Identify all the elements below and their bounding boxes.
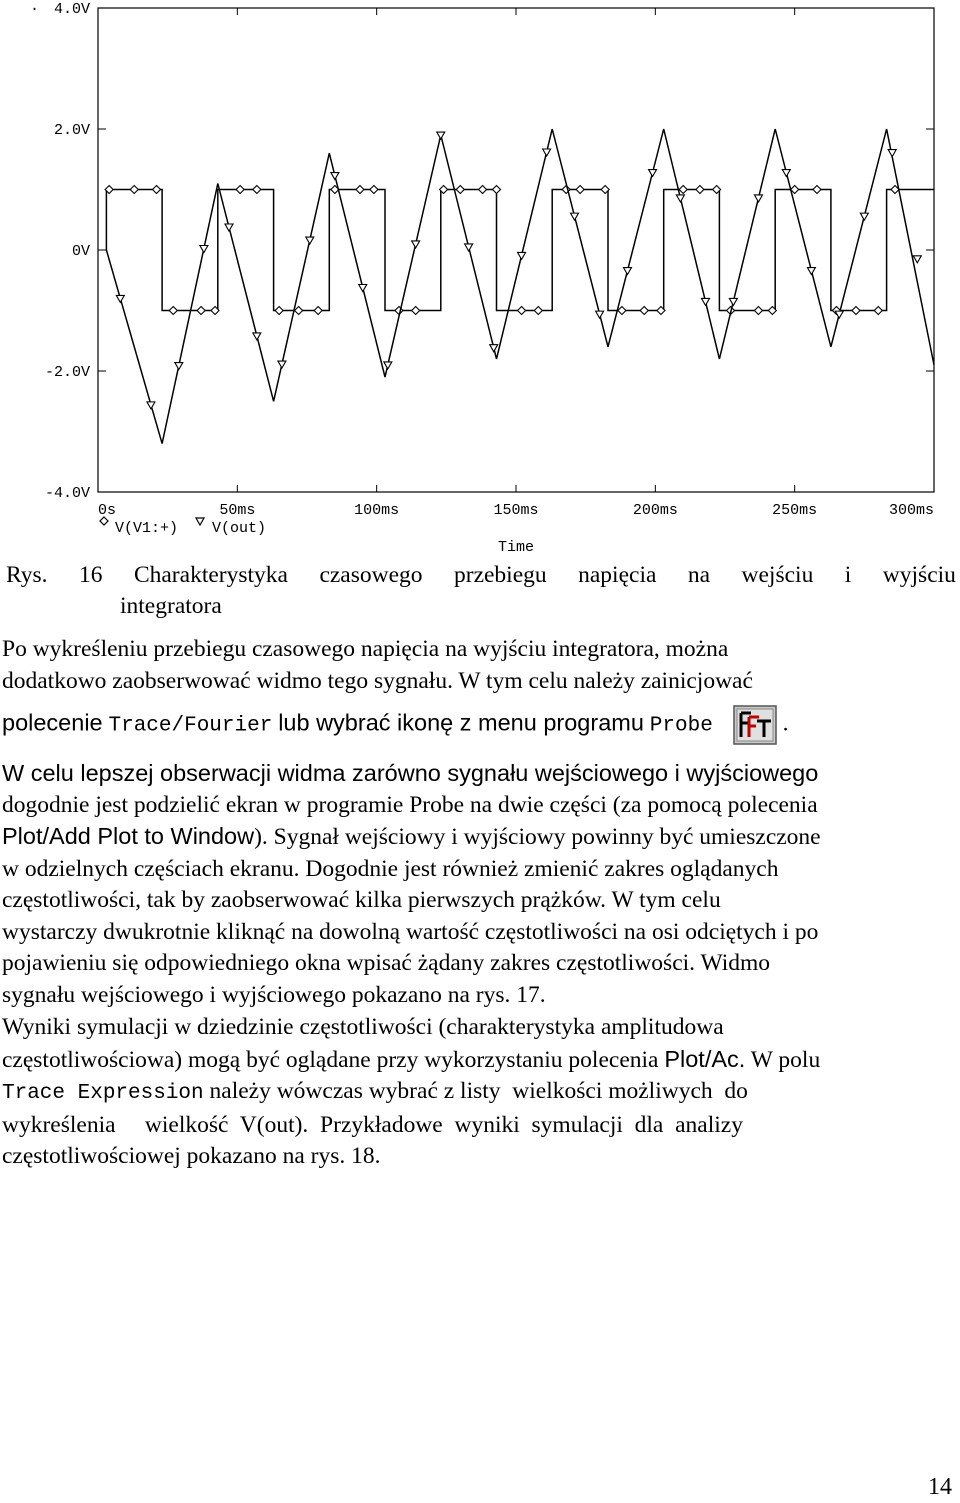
x-tick-label: 100ms (354, 502, 400, 519)
time-domain-chart (0, 0, 960, 560)
text-line-content: częstotliwościowej pokazano na rys. 18. (2, 1143, 381, 1169)
text-line-content: ). Sygnał wejściowy i wyjściowy powinny być umieszczone (254, 824, 821, 850)
marker-vin (618, 307, 626, 315)
marker-vin (314, 307, 322, 315)
text-line (2, 948, 956, 980)
text-fragment: polecenie (2, 709, 103, 736)
marker-vout (306, 237, 314, 244)
series-layer (105, 129, 934, 444)
marker-vin (197, 307, 205, 315)
marker-vin (874, 307, 882, 315)
text-line-content: Po wykreśleniu przebiegu czasowego napięcia na wyjściu integratora, można (2, 636, 729, 662)
marker-vout (225, 224, 233, 231)
marker-vout (782, 170, 790, 177)
marker-vin (456, 186, 464, 194)
command-plot-ac: Plot/Ac. (664, 1045, 746, 1072)
y-tick-dot: · (30, 1, 40, 18)
text-line-content: sygnału wejściowego i wyjściowego pokazano na rys. 17. (2, 981, 546, 1008)
y-tick-label: -4.0V (44, 485, 90, 502)
marker-vout (116, 295, 124, 302)
command-plot-add: Plot/Add Plot to Window (2, 823, 255, 849)
y-tick-label: 0V (71, 243, 90, 260)
marker-vout (518, 252, 526, 259)
fft-icon (733, 705, 777, 745)
caption-word: czasowego (319, 562, 423, 588)
text-line (2, 790, 956, 822)
marker-vin (153, 186, 161, 194)
text-line-content: dogodnie jest podzielić ekran w programie Probe na dwie części (za pomocą polecenia (2, 791, 818, 818)
x-tick-label: 50ms (219, 502, 256, 519)
marker-vin (253, 186, 261, 194)
caption-number: 16 (78, 562, 103, 588)
series-line-vin (106, 190, 934, 311)
marker-vout (175, 363, 183, 370)
text-line (2, 980, 956, 1012)
text-line-content: wystarczy dwukrotnie kliknąć na dowolną wartość częstotliwości na osi odciętych i po (2, 918, 819, 945)
marker-vout (888, 150, 896, 157)
marker-vin (852, 307, 860, 315)
text-line (2, 1012, 956, 1044)
text-line (2, 917, 956, 949)
marker-vin (492, 186, 500, 194)
marker-vout (543, 149, 551, 156)
marker-vout (412, 241, 420, 248)
legend-marker-vout (196, 518, 204, 525)
marker-vout (860, 213, 868, 220)
marker-vout (676, 195, 684, 202)
marker-vin (479, 186, 487, 194)
program-name-probe: Probe (649, 714, 713, 738)
text-line-content: w odzielnych częściach ekranu. Dogodnie jest również zmienić zakres oglądanych (2, 855, 779, 882)
marker-vout (384, 362, 392, 369)
marker-vin (679, 186, 687, 194)
marker-vout (465, 244, 473, 251)
text-line (2, 1076, 956, 1110)
text-line-content: należy wówczas wybrać z listy wielkości możliwych do (209, 1078, 748, 1104)
marker-vout (754, 195, 762, 202)
marker-vin (534, 307, 542, 315)
marker-vin (576, 186, 584, 194)
text-line-content: częstotliwości, tak by zaobserwować kilka pierwszych prążków. W tym celu (2, 887, 721, 913)
text-line (2, 1044, 956, 1077)
paragraph-spectrum (2, 758, 956, 1011)
x-tick-label: 200ms (632, 502, 678, 519)
marker-vin (275, 307, 283, 315)
marker-vout (571, 213, 579, 220)
text-line (2, 666, 956, 698)
page-number: 14 (928, 1474, 952, 1500)
text-line (2, 854, 956, 886)
x-tick-label: 150ms (493, 502, 539, 519)
marker-vout (200, 245, 208, 252)
caption-word: wejściu (741, 562, 814, 588)
marker-vin (813, 186, 821, 194)
caption-word: na (687, 562, 711, 588)
text-line-content: W polu (750, 1046, 821, 1073)
paragraph-fourier (2, 634, 956, 745)
text-line-content: wykreślenia wielkość V(out). Przykładowe wyniki symulacji dla analizy (2, 1111, 743, 1138)
marker-vin (130, 186, 138, 194)
text-line (2, 758, 956, 790)
marker-vout (147, 402, 155, 409)
caption-word: napięcia (578, 562, 657, 588)
text-line (2, 885, 956, 917)
text-line (2, 634, 956, 666)
x-tick-label: 300ms (888, 502, 934, 519)
marker-vin (640, 307, 648, 315)
marker-vout (437, 132, 445, 139)
caption-word: i (844, 562, 852, 588)
paragraph-ac-analysis (2, 1012, 956, 1173)
marker-vout (331, 173, 339, 180)
marker-vout (278, 361, 286, 368)
marker-vin (236, 186, 244, 194)
x-tick-label: 250ms (772, 502, 818, 519)
text-line (2, 1141, 956, 1173)
marker-vout (596, 311, 604, 318)
series-line-vout (106, 129, 934, 444)
marker-vin (754, 307, 762, 315)
y-tick-label: 2.0V (53, 122, 90, 139)
figure-caption (6, 560, 956, 622)
marker-vout (807, 268, 815, 275)
marker-vout (623, 268, 631, 275)
marker-vin (356, 186, 364, 194)
marker-vin (169, 307, 177, 315)
text-line-content: W celu lepszej obserwacji widma zarówno sygnału wejściowego i wyjściowego (2, 760, 819, 786)
text-line-content: pojawieniu się odpowiedniego okna wpisać żądany zakres częstotliwości. Widmo (2, 950, 771, 976)
legend (100, 517, 266, 537)
marker-vin (370, 186, 378, 194)
y-tick-label: -2.0V (44, 364, 90, 381)
marker-vout (359, 285, 367, 292)
caption-label: Rys. (6, 562, 48, 588)
x-axis-label: Time (497, 539, 535, 556)
text-fragment: . (782, 710, 789, 737)
marker-vout (253, 333, 261, 340)
text-fragment: lub wybrać ikonę z menu programu (278, 709, 644, 736)
text-line-content: Wyniki symulacji w dziedzinie częstotliwości (charakterystyka amplitudowa (2, 1014, 724, 1040)
marker-vin (295, 307, 303, 315)
x-tick-label: 0s (98, 502, 117, 519)
marker-vin (518, 307, 526, 315)
command-trace-fourier: Trace/Fourier (108, 714, 273, 738)
caption-word: Charakterystyka (133, 562, 288, 588)
text-line-with-icon (2, 705, 956, 745)
marker-vin (412, 307, 420, 315)
caption-line-1 (6, 560, 956, 591)
plot-frame (98, 8, 934, 492)
caption-word: przebiegu (454, 562, 547, 588)
caption-word: wyjściu (882, 562, 956, 588)
text-line (2, 1110, 956, 1142)
text-line (2, 821, 956, 854)
text-line-content: częstotliwościowa) mogą być oglądane przy wykorzystaniu polecenia (2, 1046, 659, 1073)
legend-label-vin: V(V1:+) (115, 520, 179, 537)
marker-vout (701, 298, 709, 305)
legend-label-vout: V(out) (212, 520, 267, 537)
y-tick-label: 4.0V (53, 1, 90, 18)
x-axis-ticks (98, 8, 934, 519)
marker-vout (729, 298, 737, 305)
command-trace-expression: Trace Expression (2, 1082, 204, 1105)
marker-vin (696, 186, 704, 194)
marker-vout (649, 170, 657, 177)
marker-vout (913, 256, 921, 263)
caption-line-2: integratora (120, 593, 222, 619)
text-line-content: dodatkowo zaobserwować widmo tego sygnału. W tym celu należy zainicjować (2, 667, 753, 694)
marker-vout (490, 345, 498, 352)
